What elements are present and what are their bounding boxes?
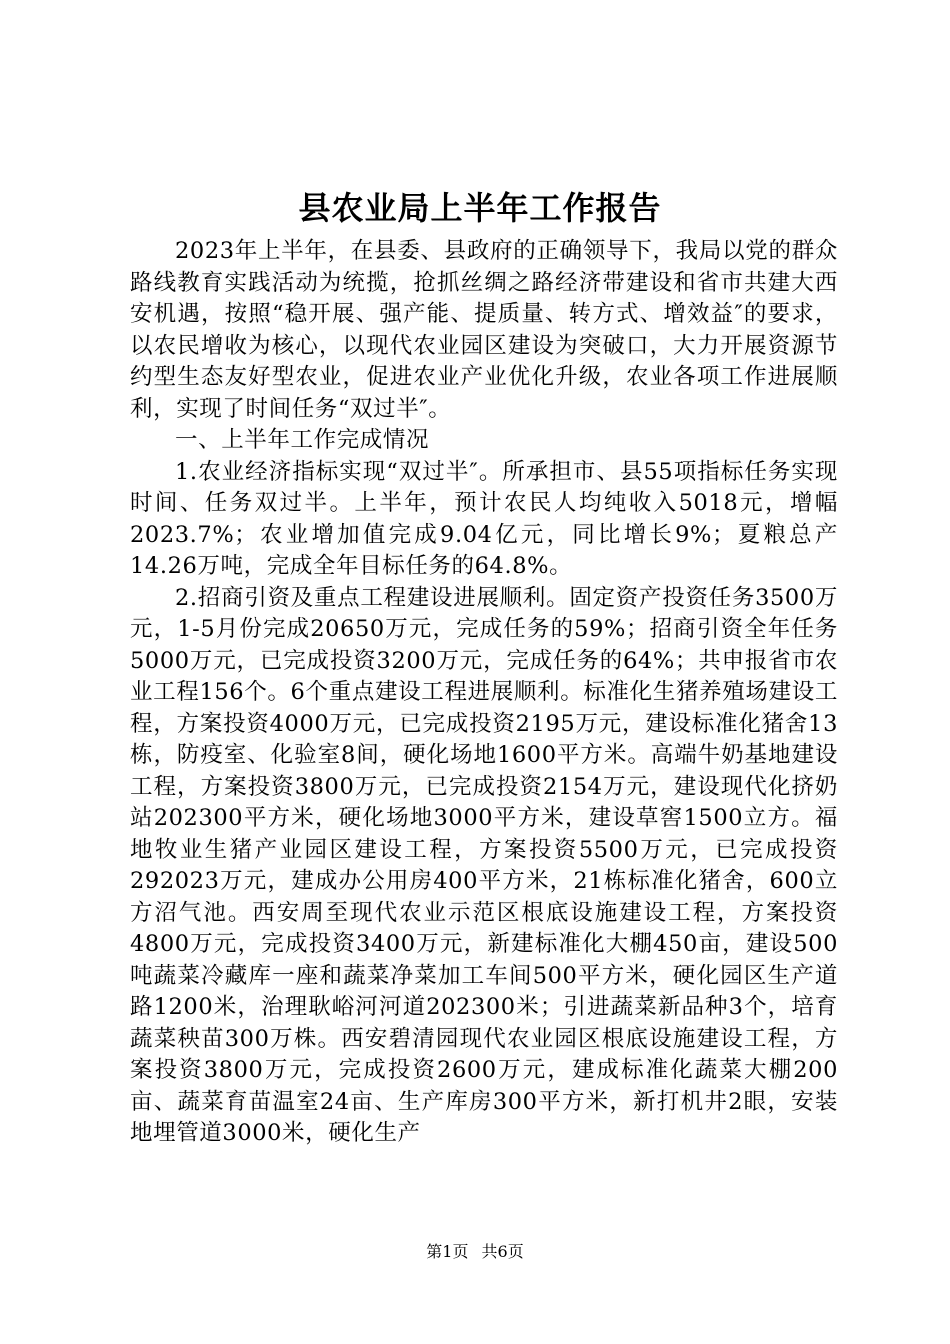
section-heading: 一、上半年工作完成情况 [175, 427, 430, 453]
page-number: 第1页 [426, 1242, 469, 1261]
document-title: 县农业局上半年工作报告 [298, 189, 662, 227]
paragraph-agricultural-indicators: 1.农业经济指标实现“双过半″。所承担市、县55项指标任务实现时间、任务双过半。上半年，预计农民人均纯收入5018元，增幅2023.7%；农业增加值完成9.04亿元，同比增长9%；夏粮总产14.26万吨，完成全年目标任务的64.8%。 [130, 458, 838, 579]
intro-paragraph: 2023年上半年，在县委、县政府的正确领导下，我局以党的群众路线教育实践活动为统揽，抢抓丝绸之路经济带建设和省市共建大西安机遇，按照“稳开展、强产能、提质量、转方式、增效益″的要求，以农民增收为核心，以现代农业园区建设为突破口，大力开展资源节约型生态友好型农业，促进农业产业优化升级，农业各项工作进展顺利，实现了时间任务“双过半″。 [130, 238, 838, 422]
page-footer [0, 1240, 950, 1264]
document-body [130, 236, 838, 1150]
page-total: 共6页 [481, 1242, 524, 1261]
paragraph-investment-projects: 2.招商引资及重点工程建设进展顺利。固定资产投资任务3500万元，1-5月份完成20650万元，完成任务的59%；招商引资全年任务5000万元，已完成投资3200万元，完成任务的64%；共申报省市农业工程156个。6个重点建设工程进展顺利。标准化生猪养殖场建设工程，方案投资4000万元，已完成投资2195万元，建设标准化猪舍13栋，防疫室、化验室8间，硬化场地1600平方米。高端牛奶基地建设工程，方案投资3800万元，已完成投资2154万元，建设现代化挤奶站202300平方米，硬化场地3000平方米，建设草窖1500立方。福地牧业生猪产业园区建设工程，方案投资5500万元，已完成投资292023万元，建成办公用房400平方米，21栋标准化猪舍，600立方沼气池。西安周至现代农业示范区根底设施建设工程，方案投资4800万元，完成投资3400万元，新建标准化大棚450亩，建设500吨蔬菜冷藏库一座和蔬菜净菜加工车间500平方米，硬化园区生产道路1200米，治理耿峪河河道202300米；引进蔬菜新品种3个，培育蔬菜秧苗300万株。西安碧清园现代农业园区根底设施建设工程，方案投资3800万元，完成投资2600万元，建成标准化蔬菜大棚200亩、蔬菜育苗温室24亩、生产库房300平方米，新打机井2眼，安装地埋管道3000米，硬化生产 [130, 584, 838, 1146]
